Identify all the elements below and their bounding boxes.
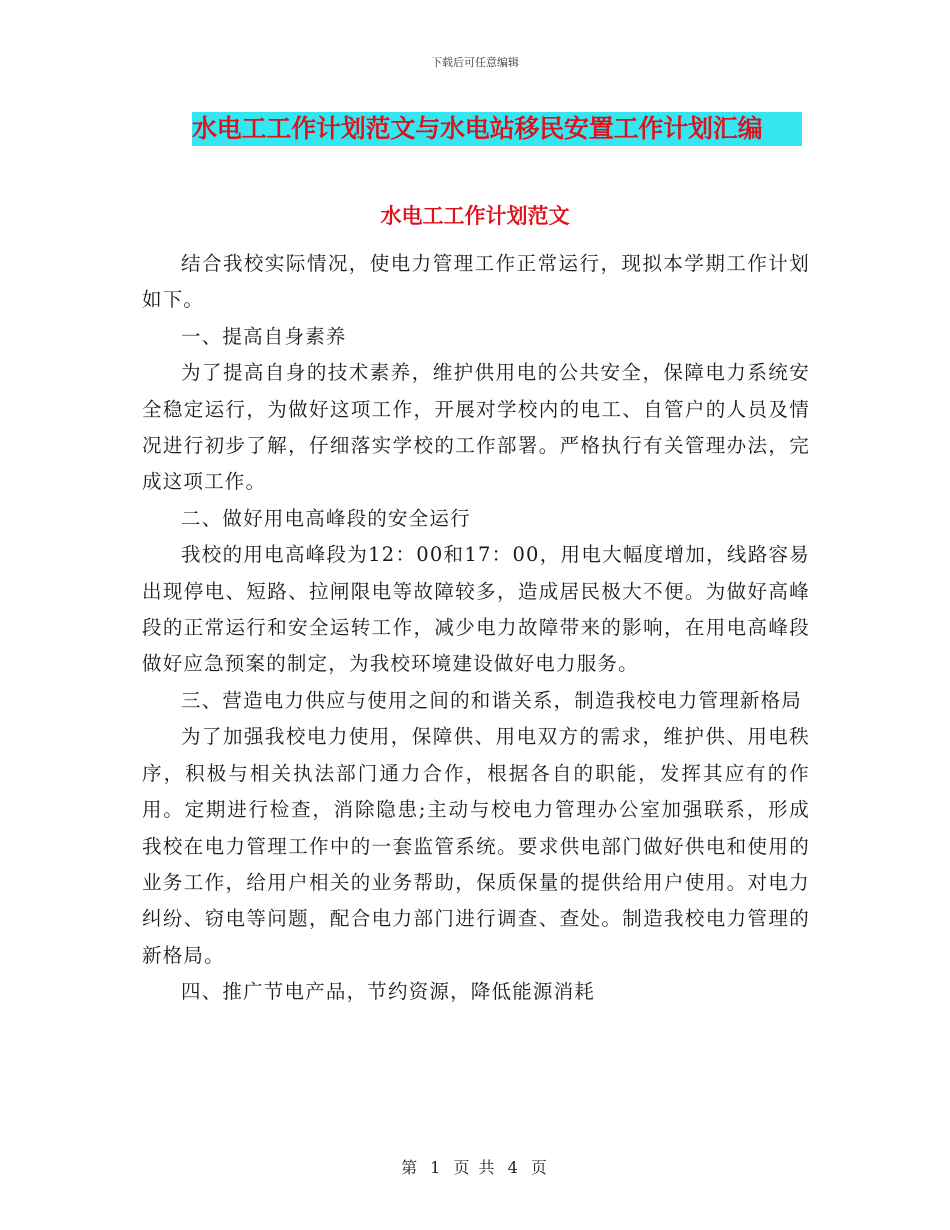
footer-mid: 页 共 (453, 1158, 497, 1177)
section-title: 水电工工作计划范文 (380, 204, 570, 228)
paragraph-section-2: 我校的用电高峰段为12：00和17：00，用电大幅度增加，线路容易出现停电、短路、拉闸限电等故障较多，造成居民极大不便。为做好高峰段的正常运行和安全运转工作，减少电力故障带来的影响，在用电高峰段做好应急预案的制定，为我校环境建设做好电力服务。 (142, 543, 810, 676)
heading-section-4: 四、推广节电产品，节约资源，降低能源消耗 (181, 980, 596, 1004)
heading-section-2: 二、做好用电高峰段的安全运行 (181, 506, 471, 530)
footer-suffix: 页 (530, 1158, 549, 1177)
total-pages: 4 (507, 1158, 520, 1177)
header-note: 下载后可任意编辑 (431, 56, 519, 69)
document-body (142, 246, 810, 1011)
footer-prefix: 第 (401, 1158, 420, 1177)
paragraph-section-1: 为了提高自身的技术素养，维护供用电的公共安全，保障电力系统安全稳定运行，为做好这项工作，开展对学校内的电工、自管户的人员及情况进行初步了解，仔细落实学校的工作部署。严格执行有关管理办法，完成这项工作。 (142, 361, 810, 494)
current-page-number: 1 (430, 1158, 443, 1177)
heading-section-1: 一、提高自身素养 (181, 324, 347, 348)
page-footer (0, 1155, 950, 1178)
document-title: 水电工工作计划范文与水电站移民安置工作计划汇编 (192, 114, 763, 143)
paragraph-section-3: 为了加强我校电力使用，保障供、用电双方的需求，维护供、用电秩序，积极与相关执法部门通力合作，根据各自的职能，发挥其应有的作用。定期进行检查，消除隐患;主动与校电力管理办公室加强联系，形成我校在电力管理工作中的一套监管系统。要求供电部门做好供电和使用的业务工作，给用户相关的业务帮助，保质保量的提供给用户使用。对电力纠纷、窃电等问题，配合电力部门进行调查、查处。制造我校电力管理的新格局。 (142, 725, 810, 967)
heading-section-3: 三、营造电力供应与使用之间的和谐关系，制造我校电力管理新格局 (181, 688, 803, 712)
paragraph-intro: 结合我校实际情况，使电力管理工作正常运行，现拟本学期工作计划如下。 (142, 252, 810, 312)
